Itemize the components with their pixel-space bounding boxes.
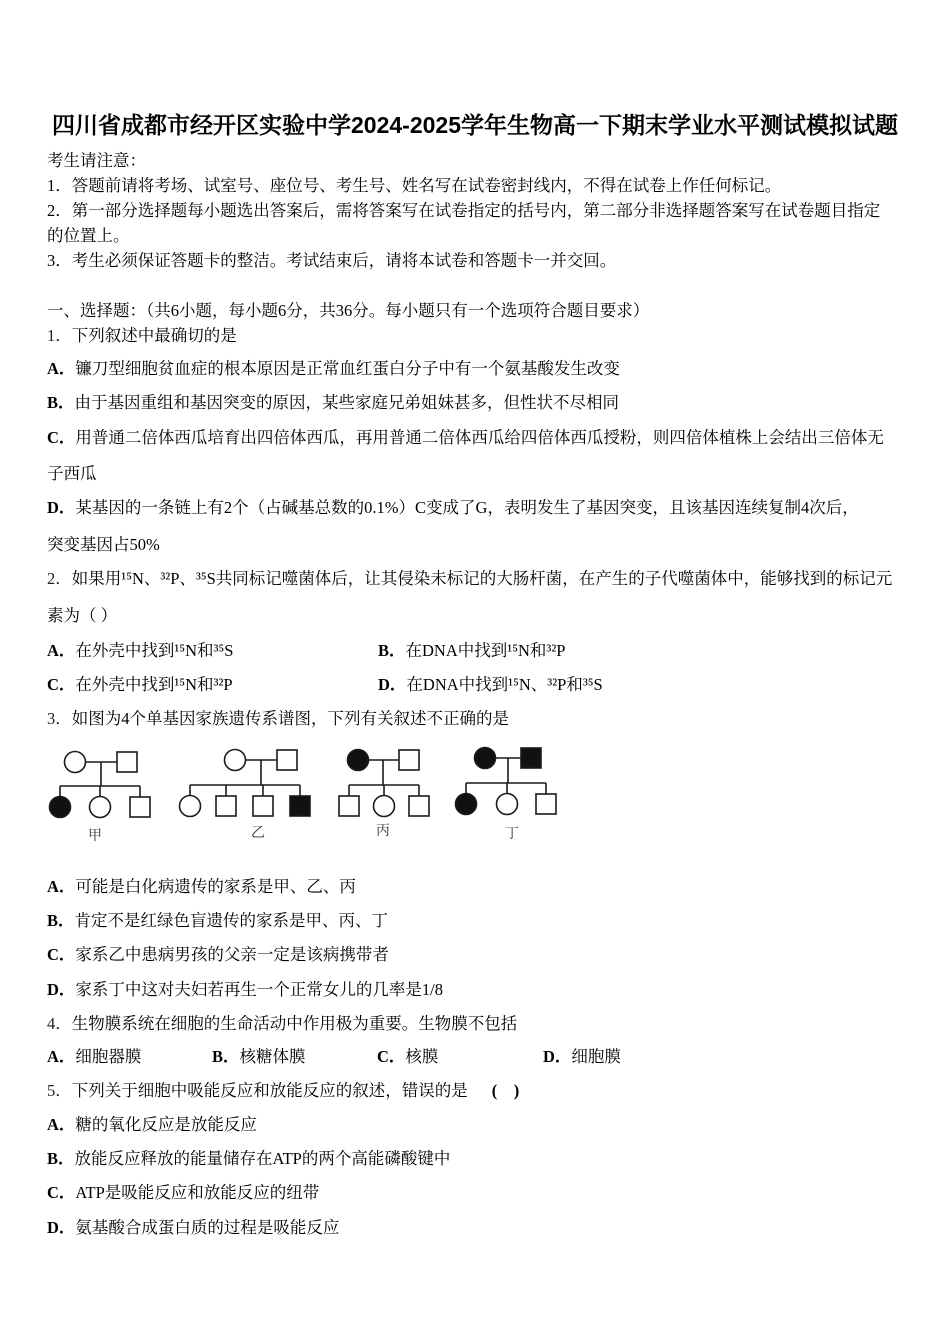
notice-item-2-continued: 的位置上。	[47, 226, 130, 245]
option-label: B．	[378, 641, 406, 660]
question-4-option-d	[543, 1047, 621, 1067]
question-2-stem-continued: 素为（ ）	[47, 606, 118, 625]
unaffected-female-symbol	[180, 796, 201, 817]
notice-item-text: 考生必须保证答题卡的整洁。考试结束后，请将本试卷和答题卡一并交回。	[71, 251, 617, 270]
question-4-option-b	[212, 1047, 306, 1067]
option-text: 家系乙中患病男孩的父亲一定是该病携带者	[75, 945, 389, 964]
question-number: 4．	[47, 1014, 72, 1033]
question-5-option-c	[47, 1183, 319, 1203]
notice-heading: 考生请注意：	[47, 151, 146, 170]
question-3-option-c	[47, 945, 389, 965]
option-label: C．	[47, 675, 76, 694]
question-2-stem	[47, 569, 892, 589]
question-3-stem	[47, 709, 509, 729]
unaffected-male-symbol	[536, 794, 556, 814]
affected-female-symbol	[50, 797, 71, 818]
option-text: 核膜	[405, 1047, 439, 1066]
question-stem-text: 生物膜系统在细胞的生命活动中作用极为重要。生物膜不包括	[71, 1014, 518, 1033]
affected-female-symbol	[348, 750, 369, 771]
unaffected-female-symbol	[497, 794, 518, 815]
option-text: ATP是吸能反应和放能反应的纽带	[75, 1183, 320, 1202]
notice-item-text: 第一部分选择题每小题选出答案后，需将答案写在试卷指定的括号内，第二部分非选择题答案写在试卷题目指定	[71, 201, 881, 220]
notice-item-number: 2．	[47, 201, 72, 220]
unaffected-female-symbol	[65, 752, 86, 773]
option-label: B．	[47, 393, 75, 412]
question-stem-text: 如图为4个单基因家族遗传系谱图，下列有关叙述不正确的是	[71, 709, 509, 728]
notice-item-3	[47, 251, 616, 271]
unaffected-female-symbol	[90, 797, 111, 818]
pedigree-label-yi: 乙	[251, 825, 265, 841]
unaffected-male-symbol	[130, 797, 150, 817]
pedigree-jia	[50, 752, 151, 845]
unaffected-male-symbol	[117, 752, 137, 772]
option-label: A．	[47, 877, 76, 896]
option-text: 镰刀型细胞贫血症的根本原因是正常血红蛋白分子中有一个氨基酸发生改变	[75, 359, 620, 378]
option-label: C．	[47, 428, 76, 447]
option-text: 某基因的一条链上有2个（占碱基总数的0.1%）C变成了G，表明发生了基因突变，且该基因连续复制4次后，	[75, 498, 859, 517]
unaffected-male-symbol	[216, 796, 236, 816]
option-text: 细胞膜	[571, 1047, 621, 1066]
unaffected-male-symbol	[399, 750, 419, 770]
affected-female-symbol	[475, 748, 496, 769]
option-text: 由于基因重组和基因突变的原因，某些家庭兄弟姐妹甚多，但性状不尽相同	[74, 393, 620, 412]
affected-male-symbol	[521, 748, 541, 768]
question-stem-text: 下列叙述中最确切的是	[71, 326, 237, 345]
answer-bracket: ( )	[491, 1081, 520, 1100]
option-text: 在外壳中找到¹⁵N和³²P	[75, 675, 233, 694]
option-label: B．	[47, 911, 75, 930]
question-3-option-b	[47, 911, 388, 931]
pedigree-bing	[339, 750, 429, 840]
unaffected-male-symbol	[339, 796, 359, 816]
unaffected-male-symbol	[409, 796, 429, 816]
notice-item-number: 3．	[47, 251, 72, 270]
unaffected-female-symbol	[225, 750, 246, 771]
option-label: C．	[47, 1183, 76, 1202]
option-text: 可能是白化病遗传的家系是甲、乙、丙	[75, 877, 356, 896]
option-label: D．	[47, 980, 76, 999]
question-5-option-b	[47, 1149, 450, 1169]
option-label: C．	[377, 1047, 406, 1066]
question-4-stem	[47, 1014, 517, 1034]
unaffected-male-symbol	[253, 796, 273, 816]
question-2-option-b	[378, 641, 565, 661]
notice-item-text: 答题前请将考场、试室号、座位号、考生号、姓名写在试卷密封线内，不得在试卷上作任何标记。	[71, 176, 782, 195]
option-label: D．	[378, 675, 407, 694]
question-5-option-a	[47, 1115, 257, 1135]
affected-male-symbol	[290, 796, 310, 816]
option-text: 用普通二倍体西瓜培育出四倍体西瓜，再用普通二倍体西瓜给四倍体西瓜授粉，则四倍体植株上会结出三倍体无	[75, 428, 884, 447]
question-5-stem	[47, 1081, 519, 1101]
question-number: 1．	[47, 326, 72, 345]
option-label: D．	[47, 498, 76, 517]
pedigree-label-jia: 甲	[88, 828, 102, 844]
notice-item-2	[47, 201, 880, 221]
question-3-option-a	[47, 877, 356, 897]
pedigree-label-ding: 丁	[505, 826, 519, 842]
question-4-option-a	[47, 1047, 141, 1067]
option-text: 放能反应释放的能量储存在ATP的两个高能磷酸键中	[74, 1149, 451, 1168]
option-label: A．	[47, 1115, 76, 1134]
option-label: A．	[47, 1047, 76, 1066]
question-stem-text: 如果用¹⁵N、³²P、³⁵S共同标记噬菌体后，让其侵染未标记的大肠杆菌，在产生的子代噬菌体中，能够找到的标记元	[71, 569, 893, 588]
option-label: D．	[543, 1047, 572, 1066]
option-text: 糖的氧化反应是放能反应	[75, 1115, 257, 1134]
unaffected-female-symbol	[374, 796, 395, 817]
notice-item-number: 1．	[47, 176, 72, 195]
question-1-option-c-continued: 子西瓜	[47, 464, 97, 483]
question-stem-text: 下列关于细胞中吸能反应和放能反应的叙述，错误的是	[71, 1081, 468, 1100]
option-text: 在外壳中找到¹⁵N和³⁵S	[75, 641, 234, 660]
question-2-option-a	[47, 641, 233, 661]
unaffected-male-symbol	[277, 750, 297, 770]
question-2-option-c	[47, 675, 233, 695]
option-text: 核糖体膜	[239, 1047, 306, 1066]
option-label: A．	[47, 359, 76, 378]
section-heading: 一、选择题：（共6小题，每小题6分，共36分。每小题只有一个选项符合题目要求）	[47, 301, 650, 320]
pedigree-yi	[180, 750, 311, 842]
question-1-option-d	[47, 498, 859, 518]
question-1-stem	[47, 326, 237, 346]
question-4-option-c	[377, 1047, 438, 1067]
pedigree-ding	[456, 748, 557, 843]
option-text: 在DNA中找到¹⁵N、³²P和³⁵S	[406, 675, 603, 694]
option-text: 家系丁中这对夫妇若再生一个正常女儿的几率是1/8	[75, 980, 444, 999]
question-1-option-b	[47, 393, 619, 413]
option-label: B．	[47, 1149, 75, 1168]
option-text: 细胞器膜	[75, 1047, 142, 1066]
affected-female-symbol	[456, 794, 477, 815]
question-1-option-c	[47, 428, 884, 448]
question-1-option-a	[47, 359, 620, 379]
question-number: 5．	[47, 1081, 72, 1100]
option-text: 氨基酸合成蛋白质的过程是吸能反应	[75, 1218, 340, 1237]
option-text: 肯定不是红绿色盲遗传的家系是甲、丙、丁	[74, 911, 389, 930]
page-title: 四川省成都市经开区实验中学2024-2025学年生物高一下期末学业水平测试模拟试题	[52, 112, 898, 138]
question-1-option-d-continued: 突变基因占50%	[47, 535, 160, 554]
option-text: 在DNA中找到¹⁵N和³²P	[405, 641, 566, 660]
option-label: B．	[212, 1047, 240, 1066]
pedigree-figure	[0, 740, 600, 850]
question-2-option-d	[378, 675, 603, 695]
pedigree-label-bing: 丙	[376, 823, 390, 839]
option-label: A．	[47, 641, 76, 660]
question-number: 2．	[47, 569, 72, 588]
notice-item-1	[47, 176, 781, 196]
question-number: 3．	[47, 709, 72, 728]
option-label: C．	[47, 945, 76, 964]
question-5-option-d	[47, 1218, 339, 1238]
question-3-option-d	[47, 980, 443, 1000]
option-label: D．	[47, 1218, 76, 1237]
